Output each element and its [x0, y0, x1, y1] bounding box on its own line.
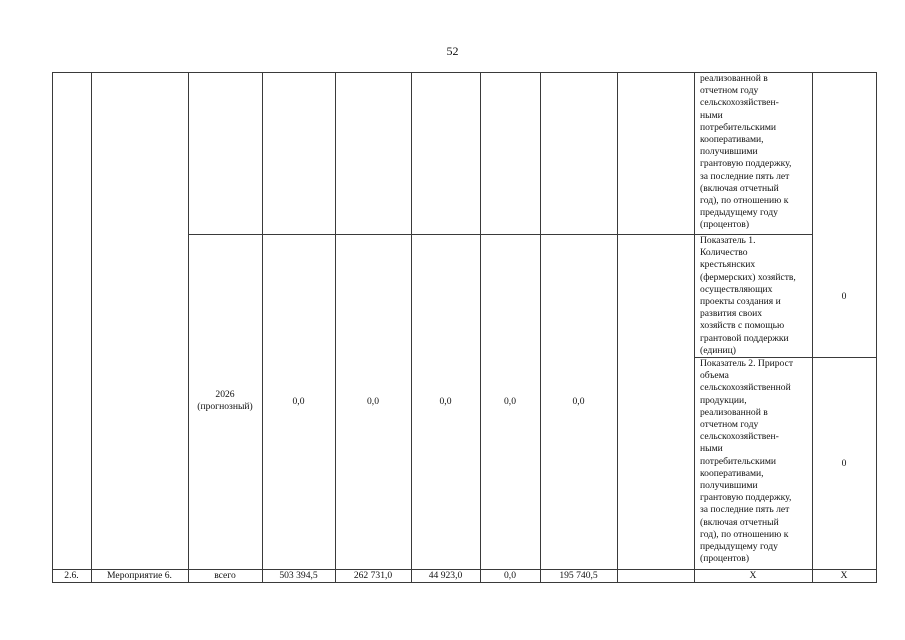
row-number: 2.6.	[64, 569, 79, 581]
col-border-5	[411, 72, 412, 583]
page-number: 52	[446, 44, 459, 58]
col-border-1	[91, 72, 92, 583]
indicator-2-value: 0	[841, 458, 847, 469]
period-total: всего	[214, 569, 236, 581]
col-border-7	[540, 72, 541, 583]
col-border-4	[335, 72, 336, 583]
indicator-continuation: реализованной в отчетном году сельскохозяйствен- ными потребительскими кооперативами, получившими грантовую поддержку, за последние пять лет (включая отчетный год), по отношению к предыдущему году (процентов)	[700, 73, 792, 231]
value-cell-2026: 0,0	[504, 396, 516, 407]
value-cell-2026: 0,0	[367, 396, 379, 407]
col-border-2	[188, 72, 189, 583]
value-cell-2026: 0,0	[439, 396, 452, 407]
value-cell-2026: 0,0	[572, 396, 585, 407]
value-cell-total: 44 923,0	[428, 569, 463, 581]
value-cell-total: 195 740,5	[559, 569, 598, 581]
year-label: 2026	[215, 389, 235, 400]
col-border-10	[812, 72, 813, 583]
value-cell-total: 262 731,0	[353, 569, 393, 581]
value-cell-total: 503 394,5	[279, 569, 318, 581]
year-cell	[188, 389, 262, 413]
col-border-9	[694, 72, 695, 583]
table-bottom-border	[52, 582, 877, 583]
indicator-2-text: Показатель 2. Прирост объема сельскохозяйственной продукции, реализованной в отчетном году сельскохозяйствен- ными потребительскими кооперативами, получившими грантовую поддержку, за последние пять лет (включая отчетный год), по отношению к предыдущему году (процентов)	[700, 358, 794, 565]
year-note: (прогнозный)	[197, 401, 253, 413]
indicator-value-placeholder: Х	[840, 569, 848, 581]
col-border-11	[876, 72, 877, 583]
indicator-placeholder: Х	[749, 569, 757, 581]
indicator-1-value: 0	[841, 291, 847, 302]
col-border-3	[262, 72, 263, 583]
col-border-6	[480, 72, 481, 583]
indicator-1-text: Показатель 1. Количество крестьянских (фермерских) хозяйств, осуществляющих проекты создания и развития своих хозяйств с помощью грантовой поддержки (единиц)	[700, 235, 796, 356]
col-border-8	[617, 72, 618, 583]
value-cell-2026: 0,0	[292, 396, 305, 407]
col-border-0	[52, 72, 53, 583]
activity-name: Мероприятие 6.	[107, 569, 172, 581]
value-cell-total: 0,0	[504, 569, 516, 581]
